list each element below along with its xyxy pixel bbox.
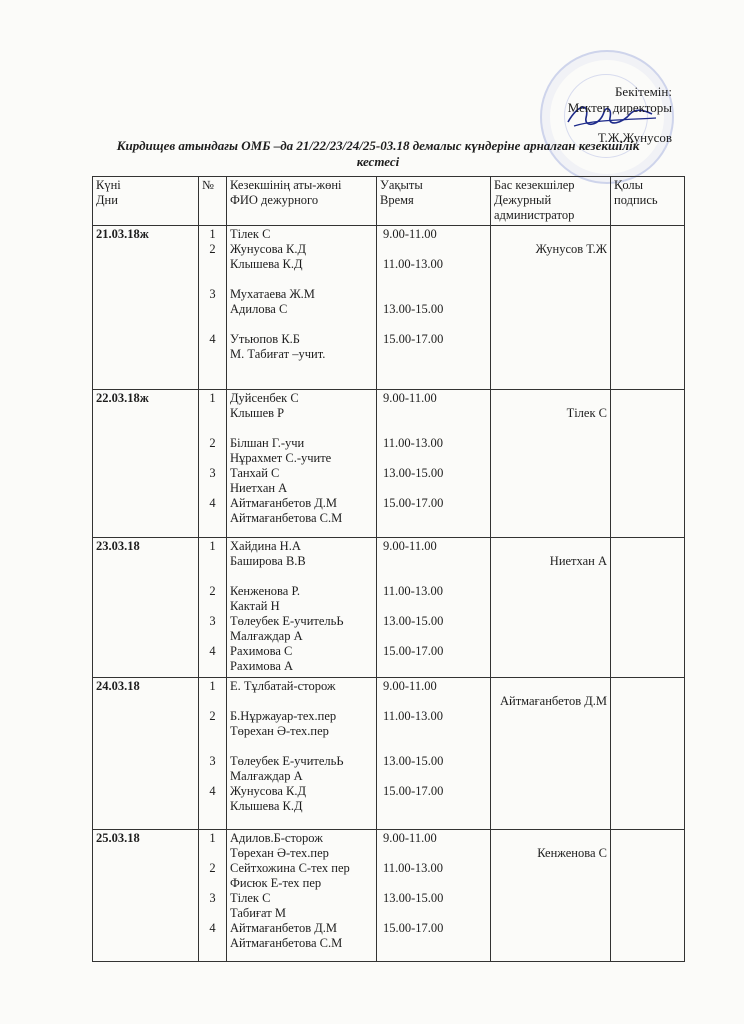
shift-time xyxy=(383,287,487,302)
duty-person-name: Адилов.Б-сторож xyxy=(230,831,323,845)
shift-time xyxy=(383,554,487,569)
shift-time: 9.00-11.00 xyxy=(383,539,437,553)
shift-time: 11.00-13.00 xyxy=(383,436,443,450)
duty-person-name: Айтмағанбетов Д.М xyxy=(230,496,338,510)
duty-person-name: Фисюк Е-тех пер xyxy=(230,876,322,890)
duty-person-name: Танхай С xyxy=(230,466,280,480)
duty-names xyxy=(227,538,377,678)
signature-cell xyxy=(611,678,685,830)
shift-time xyxy=(383,599,487,614)
shift-number: 1 xyxy=(209,227,216,241)
duty-person-name: Е. Тұлбатай-сторож xyxy=(230,679,336,693)
duty-administrator: Кенженова С xyxy=(491,830,611,962)
shift-time xyxy=(383,724,487,739)
shift-number xyxy=(202,481,223,496)
duty-person-name: Табиғат М xyxy=(230,906,286,920)
duty-person-name xyxy=(230,739,373,754)
shift-number: 1 xyxy=(209,679,216,693)
duty-times xyxy=(377,390,491,538)
header-day: Күні Дни xyxy=(93,177,199,226)
shift-number xyxy=(202,554,223,569)
shift-time xyxy=(383,739,487,754)
shift-time: 11.00-13.00 xyxy=(383,257,443,271)
shift-number: 4 xyxy=(209,921,216,935)
duty-date: 24.03.18 xyxy=(93,678,199,830)
shift-number xyxy=(202,629,223,644)
duty-names xyxy=(227,390,377,538)
shift-number: 4 xyxy=(209,496,216,510)
header-name: Кезекшінің аты-жөні ФИО дежурного xyxy=(227,177,377,226)
shift-numbers xyxy=(199,226,227,390)
duty-person-name: Б.Нұржауар-тех.пер xyxy=(230,709,337,723)
duty-person-name: Дуйсенбек С xyxy=(230,391,299,405)
shift-number xyxy=(202,599,223,614)
approval-block xyxy=(568,84,672,146)
duty-times xyxy=(377,678,491,830)
shift-number: 3 xyxy=(209,466,216,480)
duty-person-name: Жунусова К.Д xyxy=(230,242,306,256)
duty-person-name xyxy=(230,272,373,287)
duty-person-name xyxy=(230,421,373,436)
duty-date: 22.03.18ж xyxy=(93,390,199,538)
duty-person-name: Адилова С xyxy=(230,302,288,316)
shift-time: 15.00-17.00 xyxy=(383,921,444,935)
shift-time xyxy=(383,451,487,466)
shift-number xyxy=(202,694,223,709)
shift-number xyxy=(202,302,223,317)
shift-number: 1 xyxy=(209,539,216,553)
shift-number xyxy=(202,876,223,891)
shift-number: 2 xyxy=(209,709,216,723)
duty-person-name: Утьюпов К.Б xyxy=(230,332,300,346)
shift-number: 3 xyxy=(209,754,216,768)
shift-time xyxy=(383,272,487,287)
shift-time xyxy=(383,769,487,784)
shift-number: 2 xyxy=(209,242,216,256)
duty-person-name: Жунусова К.Д xyxy=(230,784,306,798)
duty-administrator: Айтмағанбетов Д.М xyxy=(491,678,611,830)
signature-cell xyxy=(611,390,685,538)
duty-person-name: Тілек С xyxy=(230,891,271,905)
shift-number: 2 xyxy=(209,436,216,450)
duty-schedule-table xyxy=(92,176,685,962)
shift-time xyxy=(383,876,487,891)
duty-person-name: Айтмағанбетов Д.М xyxy=(230,921,338,935)
shift-number: 2 xyxy=(209,861,216,875)
duty-date: 25.03.18 xyxy=(93,830,199,962)
shift-time xyxy=(383,906,487,921)
duty-person-name xyxy=(230,317,373,332)
duty-person-name: Клышева К.Д xyxy=(230,799,303,813)
shift-time: 15.00-17.00 xyxy=(383,784,444,798)
shift-time xyxy=(383,694,487,709)
shift-number: 3 xyxy=(209,287,216,301)
duty-times xyxy=(377,538,491,678)
duty-names xyxy=(227,678,377,830)
shift-number xyxy=(202,724,223,739)
shift-number: 1 xyxy=(209,391,216,405)
shift-time xyxy=(383,421,487,436)
approval-position: Мектеп директоры xyxy=(567,100,672,115)
duty-person-name: Айтмағанбетова С.М xyxy=(230,936,343,950)
duty-names xyxy=(227,226,377,390)
duty-date: 21.03.18ж xyxy=(93,226,199,390)
shift-time: 13.00-15.00 xyxy=(383,466,444,480)
duty-times xyxy=(377,830,491,962)
table-row xyxy=(93,538,685,678)
signature-cell xyxy=(611,830,685,962)
approval-name: Т.Ж.Жунусов xyxy=(597,130,672,145)
shift-time: 9.00-11.00 xyxy=(383,679,437,693)
duty-administrator: Ниетхан А xyxy=(491,538,611,678)
shift-time: 15.00-17.00 xyxy=(383,332,444,346)
shift-numbers xyxy=(199,830,227,962)
shift-time: 11.00-13.00 xyxy=(383,709,443,723)
duty-person-name: Малғаждар А xyxy=(230,769,303,783)
duty-person-name: Рахимова С xyxy=(230,644,293,658)
shift-number: 4 xyxy=(209,784,216,798)
duty-person-name: Төлеубек Е-учительЬ xyxy=(230,614,344,628)
shift-time xyxy=(383,629,487,644)
shift-number xyxy=(202,906,223,921)
table-row xyxy=(93,226,685,390)
table-row xyxy=(93,678,685,830)
duty-person-name: Төрехан Ә-тех.пер xyxy=(230,846,329,860)
shift-number: 1 xyxy=(209,831,216,845)
duty-person-name: Кенженова Р. xyxy=(230,584,300,598)
shift-time: 15.00-17.00 xyxy=(383,496,444,510)
shift-time xyxy=(383,242,487,257)
shift-number xyxy=(202,421,223,436)
duty-person-name: Клышев Р xyxy=(230,406,285,420)
duty-times xyxy=(377,226,491,390)
shift-numbers xyxy=(199,678,227,830)
duty-person-name: Білшан Г.-учи xyxy=(230,436,305,450)
table-row xyxy=(93,390,685,538)
shift-number xyxy=(202,846,223,861)
shift-time xyxy=(383,846,487,861)
duty-administrator: Тілек С xyxy=(491,390,611,538)
duty-person-name: Хайдина Н.А xyxy=(230,539,301,553)
shift-time xyxy=(383,406,487,421)
shift-time: 9.00-11.00 xyxy=(383,391,437,405)
shift-number: 4 xyxy=(209,644,216,658)
duty-person-name: Ниетхан А xyxy=(230,481,288,495)
shift-number xyxy=(202,257,223,272)
shift-number xyxy=(202,769,223,784)
shift-time: 13.00-15.00 xyxy=(383,614,444,628)
approval-title: Бекітемін: xyxy=(614,84,672,99)
shift-time xyxy=(383,569,487,584)
duty-person-name: Сейтхожина С-тех пер xyxy=(230,861,350,875)
duty-date: 23.03.18 xyxy=(93,538,199,678)
duty-person-name: Төрехан Ә-тех.пер xyxy=(230,724,329,738)
duty-person-name: Мухатаева Ж.М xyxy=(230,287,315,301)
duty-person-name: Баширова В.В xyxy=(230,554,306,568)
shift-number: 2 xyxy=(209,584,216,598)
signature-cell xyxy=(611,226,685,390)
shift-time: 13.00-15.00 xyxy=(383,891,444,905)
shift-numbers xyxy=(199,538,227,678)
header-number: № xyxy=(199,177,227,226)
shift-time: 15.00-17.00 xyxy=(383,644,444,658)
duty-person-name xyxy=(230,569,373,584)
duty-person-name: Айтмағанбетова С.М xyxy=(230,511,343,525)
shift-number: 4 xyxy=(209,332,216,346)
duty-person-name: Төлеубек Е-учительЬ xyxy=(230,754,344,768)
shift-number xyxy=(202,451,223,466)
duty-person-name: Кактай Н xyxy=(230,599,280,613)
shift-number xyxy=(202,272,223,287)
duty-person-name: Нұрахмет С.-учите xyxy=(230,451,332,465)
table-row xyxy=(93,830,685,962)
shift-time: 13.00-15.00 xyxy=(383,302,444,316)
shift-number: 3 xyxy=(209,891,216,905)
duty-administrator: Жунусов Т.Ж xyxy=(491,226,611,390)
shift-time: 11.00-13.00 xyxy=(383,584,443,598)
shift-numbers xyxy=(199,390,227,538)
shift-number xyxy=(202,569,223,584)
shift-number: 3 xyxy=(209,614,216,628)
duty-person-name: Клышева К.Д xyxy=(230,257,303,271)
table-header-row xyxy=(93,177,685,226)
duty-names xyxy=(227,830,377,962)
duty-person-name: М. Табиғат –учит. xyxy=(230,347,326,361)
duty-person-name: Малғаждар А xyxy=(230,629,303,643)
shift-time: 13.00-15.00 xyxy=(383,754,444,768)
shift-number xyxy=(202,739,223,754)
header-time: Уақыты Время xyxy=(377,177,491,226)
signature-cell xyxy=(611,538,685,678)
shift-time: 9.00-11.00 xyxy=(383,227,437,241)
shift-time: 11.00-13.00 xyxy=(383,861,443,875)
header-signature: Қолы подпись xyxy=(611,177,685,226)
shift-number xyxy=(202,406,223,421)
shift-time xyxy=(383,317,487,332)
header-admin: Бас кезекшілер Дежурный администратор xyxy=(491,177,611,226)
document-title: Кирдищев атындағы ОМБ –да 21/22/23/24/25-03.18 демалыс күндеріне арналған кезекшілік кестесі xyxy=(116,138,640,169)
duty-person-name: Рахимова А xyxy=(230,659,294,673)
duty-person-name: Тілек С xyxy=(230,227,271,241)
shift-time xyxy=(383,481,487,496)
shift-time: 9.00-11.00 xyxy=(383,831,437,845)
shift-number xyxy=(202,317,223,332)
duty-person-name xyxy=(230,694,373,709)
